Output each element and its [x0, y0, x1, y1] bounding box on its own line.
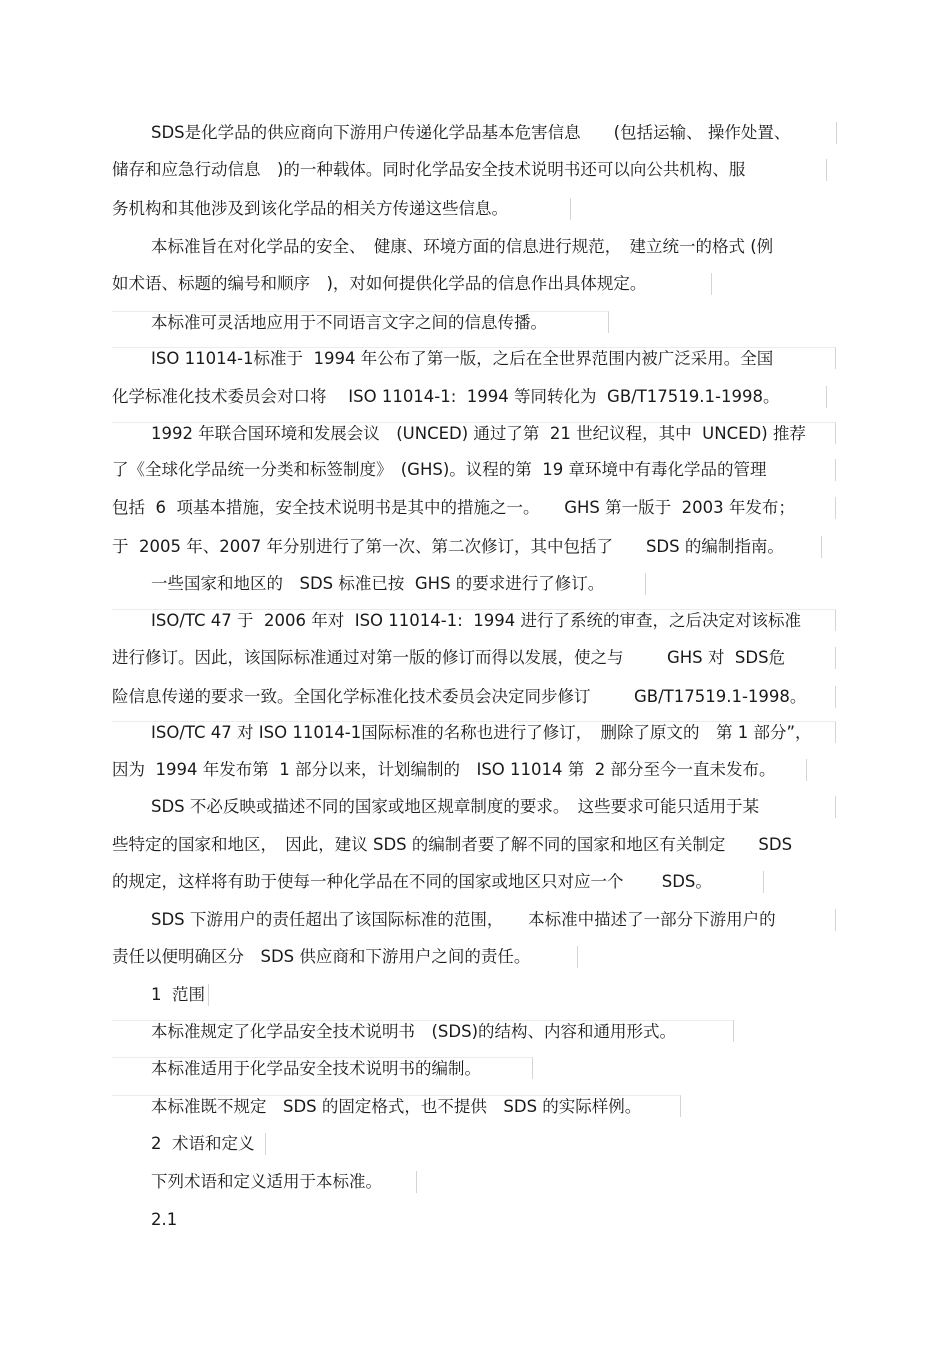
paragraph-line: 务机构和其他涉及到该化学品的相关方传递这些信息。: [112, 198, 571, 220]
paragraph-line: SDS 下游用户的责任超出了该国际标准的范围， 本标准中描述了一部分下游用户的: [151, 909, 836, 931]
paragraph-line: 险信息传递的要求一致。全国化学标准化技术委员会决定同步修订 GB/T17519.1-1998。: [112, 686, 836, 708]
paragraph-line: ISO/TC 47 于 2006 年对 ISO 11014-1: 1994 进行了系统的审查，之后决定对该标准: [112, 609, 836, 631]
paragraph-line: 如术语、标题的编号和顺序 )，对如何提供化学品的信息作出具体规定。: [112, 273, 712, 295]
section-heading: 1 范围: [151, 984, 209, 1006]
paragraph-line: 因为 1994 年发布第 1 部分以来，计划编制的 ISO 11014 第 2 部分至今一直未发布。: [112, 759, 807, 781]
paragraph-line: 包括 6 项基本措施，安全技术说明书是其中的措施之一。 GHS 第一版于 2003 年发布；: [112, 497, 836, 519]
paragraph-line: 下列术语和定义适用于本标准。: [151, 1171, 417, 1193]
paragraph-line: 储存和应急行动信息 )的一种载体。同时化学品安全技术说明书还可以向公共机构、服: [112, 159, 827, 181]
paragraph-line: 本标准规定了化学品安全技术说明书 (SDS)的结构、内容和通用形式。: [112, 1020, 734, 1042]
paragraph-line: 1992 年联合国环境和发展会议 (UNCED) 通过了第 21 世纪议程，其中 UNCED) 推荐: [112, 422, 836, 444]
paragraph-line: 于 2005 年、2007 年分别进行了第一次、第二次修订，其中包括了 SDS 的编制指南。: [112, 536, 822, 558]
paragraph-line: ISO/TC 47 对 ISO 11014-1国际标准的名称也进行了修订， 删除了原文的 第 1 部分”，: [112, 721, 836, 743]
paragraph-line: 本标准可灵活地应用于不同语言文字之间的信息传播。: [112, 311, 609, 333]
paragraph-line: 些特定的国家和地区， 因此，建议 SDS 的编制者要了解不同的国家和地区有关制定 SDS: [112, 835, 793, 854]
section-heading: 2 术语和定义: [151, 1133, 266, 1155]
paragraph-line: SDS 不必反映或描述不同的国家或地区规章制度的要求。 这些要求可能只适用于某: [151, 796, 836, 818]
paragraph-line: 化学标准化技术委员会对口将 ISO 11014-1: 1994 等同转化为 GB/T17519.1-1998。: [112, 386, 827, 408]
paragraph-line: 责任以便明确区分 SDS 供应商和下游用户之间的责任。: [112, 946, 578, 968]
paragraph-line: 本标准适用于化学品安全技术说明书的编制。: [112, 1057, 533, 1079]
paragraph-line: 本标准旨在对化学品的安全、 健康、环境方面的信息进行规范， 建立统一的格式 (例: [151, 237, 774, 256]
paragraph-line: 进行修订。因此，该国际标准通过对第一版的修订而得以发展，使之与 GHS 对 SDS危: [112, 647, 836, 669]
paragraph-line: 一些国家和地区的 SDS 标准已按 GHS 的要求进行了修订。: [151, 573, 646, 595]
subsection-number: 2.1: [151, 1210, 178, 1229]
paragraph-line: ISO 11014-1标准于 1994 年公布了第一版，之后在全世界范围内被广泛采用。全国: [112, 347, 836, 369]
paragraph-line: 的规定，这样将有助于使每一种化学品在不同的国家或地区只对应一个 SDS。: [112, 871, 764, 893]
paragraph-line: 了《全球化学品统一分类和标签制度》 (GHS)。议程的第 19 章环境中有毒化学品的管理: [112, 459, 836, 481]
paragraph-line: SDS是化学品的供应商向下游用户传递化学品基本危害信息 (包括运输、 操作处置、: [151, 122, 837, 144]
paragraph-line: 本标准既不规定 SDS 的固定格式，也不提供 SDS 的实际样例。: [112, 1095, 681, 1117]
